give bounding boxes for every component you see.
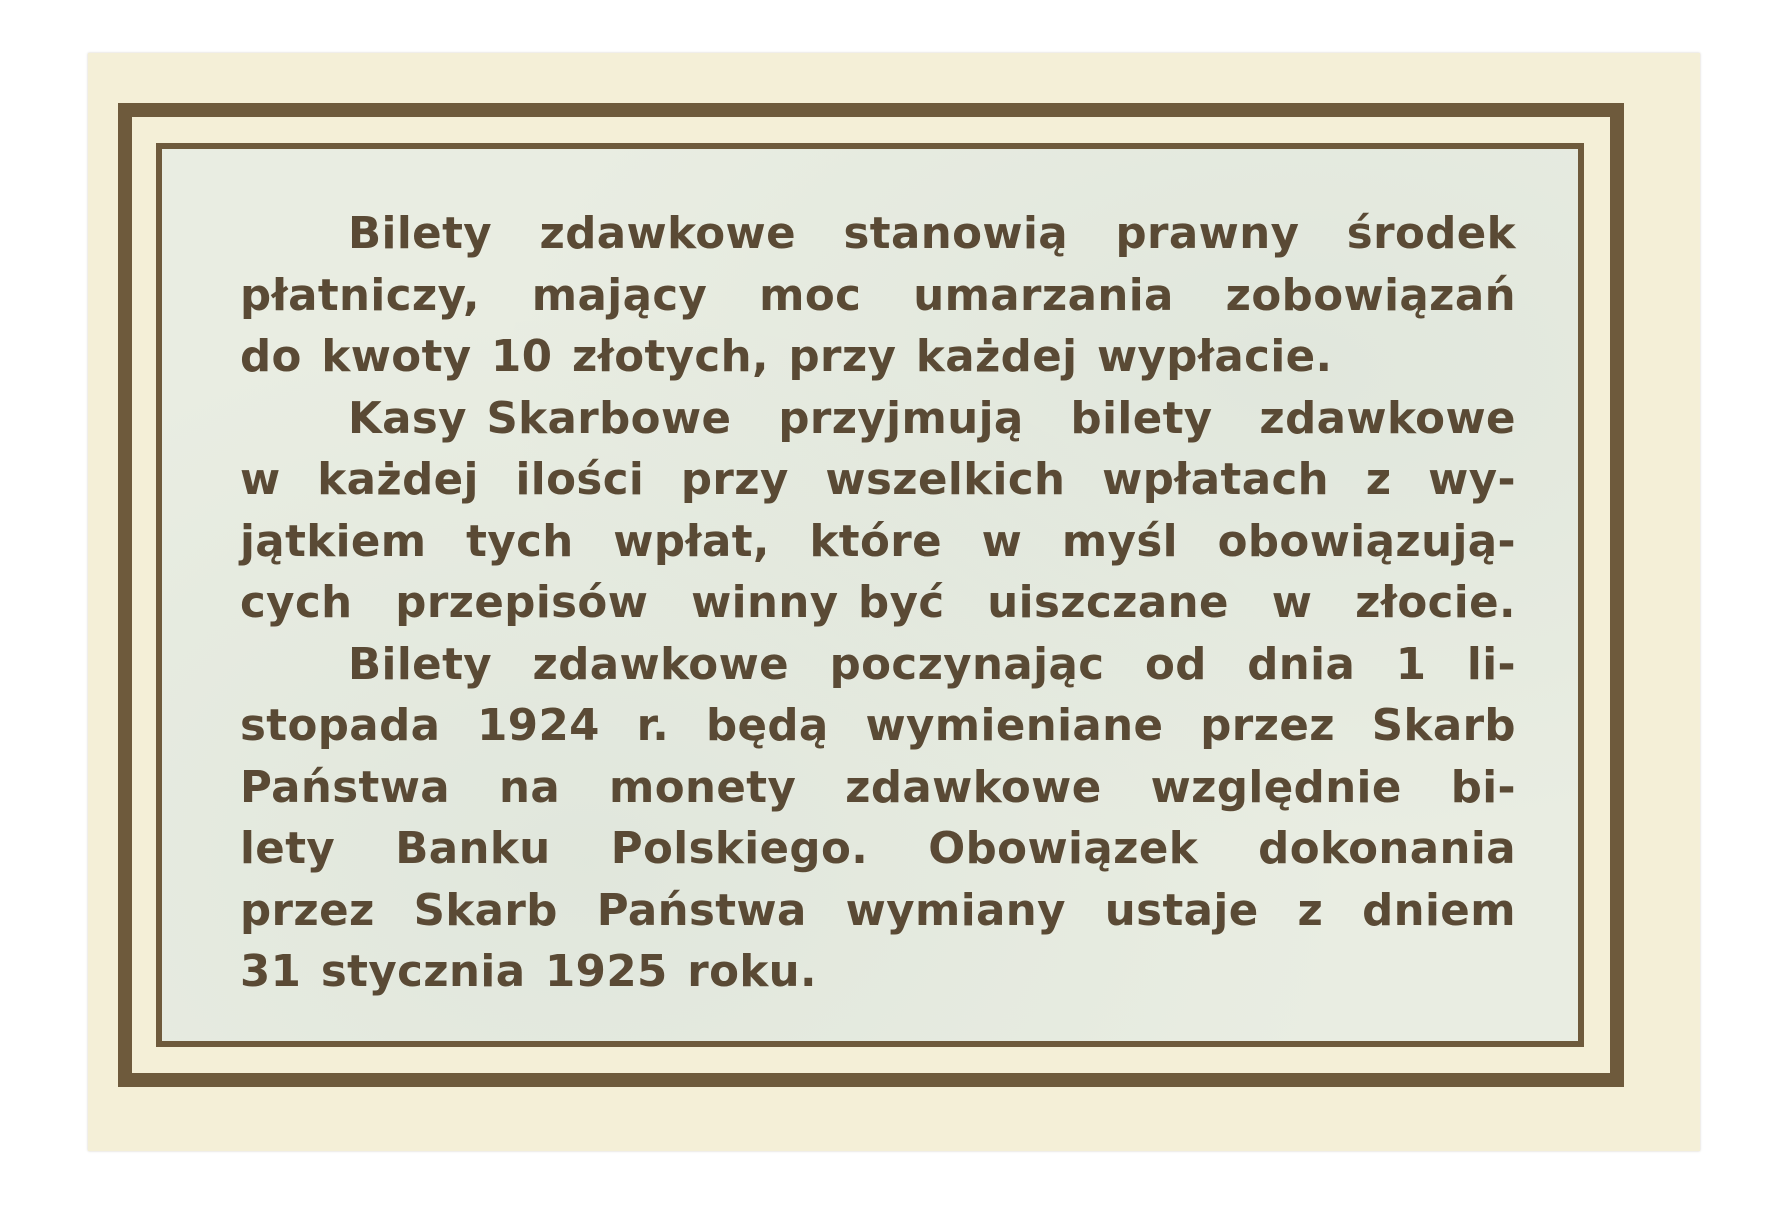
word: z [1297,885,1324,936]
word: zdawkowe [539,209,797,259]
text-line-2 [240,266,1516,328]
word: względnie [1150,762,1402,813]
word: wpłatach [1102,455,1330,505]
word: stanowią [843,209,1069,259]
word: moc [759,270,862,321]
word: przez [1200,701,1335,751]
word: Kasy Skarbowe [348,393,732,444]
word: będą [705,701,829,751]
word: do kwoty 10 złotych, przy każdej wypłacie. [240,332,1333,382]
word: uiszczane [987,578,1229,628]
word: li- [1466,639,1516,690]
word: dokonania [1258,824,1516,874]
word: wy- [1428,455,1516,505]
text-line-11 [240,819,1516,881]
text-line-8 [240,635,1516,697]
word: umarzania [913,270,1174,321]
word: złocie. [1355,578,1516,628]
word: zdawkowe [845,762,1102,813]
word: wszelkich [825,455,1066,505]
word: zdawkowe [532,639,790,690]
text-line-6 [240,512,1516,574]
word: każdej [317,455,479,505]
word: przepisów [395,578,649,628]
inner-border-frame [156,143,1584,1047]
outer-border-frame [118,103,1624,1087]
word: jątkiem [240,516,427,567]
word: ilości [515,455,645,505]
word: lety [240,824,336,874]
text-line-1 [240,204,1516,266]
word: w [240,455,281,505]
word: mający [531,270,708,321]
word: 1924 [477,701,600,751]
word: w [981,516,1023,567]
word: przy [680,455,789,505]
word: Skarb [1371,701,1516,751]
word: ustaje [1104,885,1259,936]
text-line-13 [240,942,1516,1004]
word: winny być [691,578,945,628]
word: cych [240,578,353,628]
banknote-reverse [88,53,1700,1151]
word: wymiany [845,885,1066,936]
word: Obowiązek [928,824,1199,874]
word: przyjmują [778,393,1024,444]
word: bilety [1070,393,1213,444]
word: 31 stycznia 1925 roku. [240,947,817,997]
text-line-9 [240,696,1516,758]
word: Banku [395,824,551,874]
word: prawny [1115,209,1300,259]
word: Polskiego. [610,824,869,874]
word: Bilety [348,639,493,690]
text-line-10 [240,758,1516,820]
word: płatniczy, [240,270,480,321]
word: myśl [1061,516,1178,567]
word: na [498,762,561,813]
word: w [1271,578,1313,628]
word: monety [609,762,797,813]
word: poczynając [829,639,1105,690]
word: obowiązują- [1217,516,1516,567]
word: stopada [240,701,441,751]
word: tych [466,516,574,567]
word: Państwa [240,762,451,813]
word: dniem [1362,885,1516,936]
word: dnia [1247,639,1356,690]
word: z [1365,455,1392,505]
word: Państwa [596,885,807,936]
word: od [1144,639,1207,690]
text-line-5 [240,450,1516,512]
word: r. [636,701,670,751]
word: przez [240,885,375,936]
word: środek [1346,209,1516,259]
word: Skarb [413,885,558,936]
text-line-3 [240,327,1516,389]
text-line-7 [240,573,1516,635]
word: które [809,516,943,567]
word: wymieniane [865,701,1164,751]
legal-text-block [240,204,1516,1004]
word: Bilety [348,209,493,259]
word: zdawkowe [1259,393,1516,444]
word: bi- [1450,762,1516,813]
word: 1 [1395,639,1427,690]
word: wpłat, [613,516,770,567]
text-line-12 [240,881,1516,943]
text-line-4 [240,389,1516,451]
word: zobowiązań [1225,270,1516,321]
